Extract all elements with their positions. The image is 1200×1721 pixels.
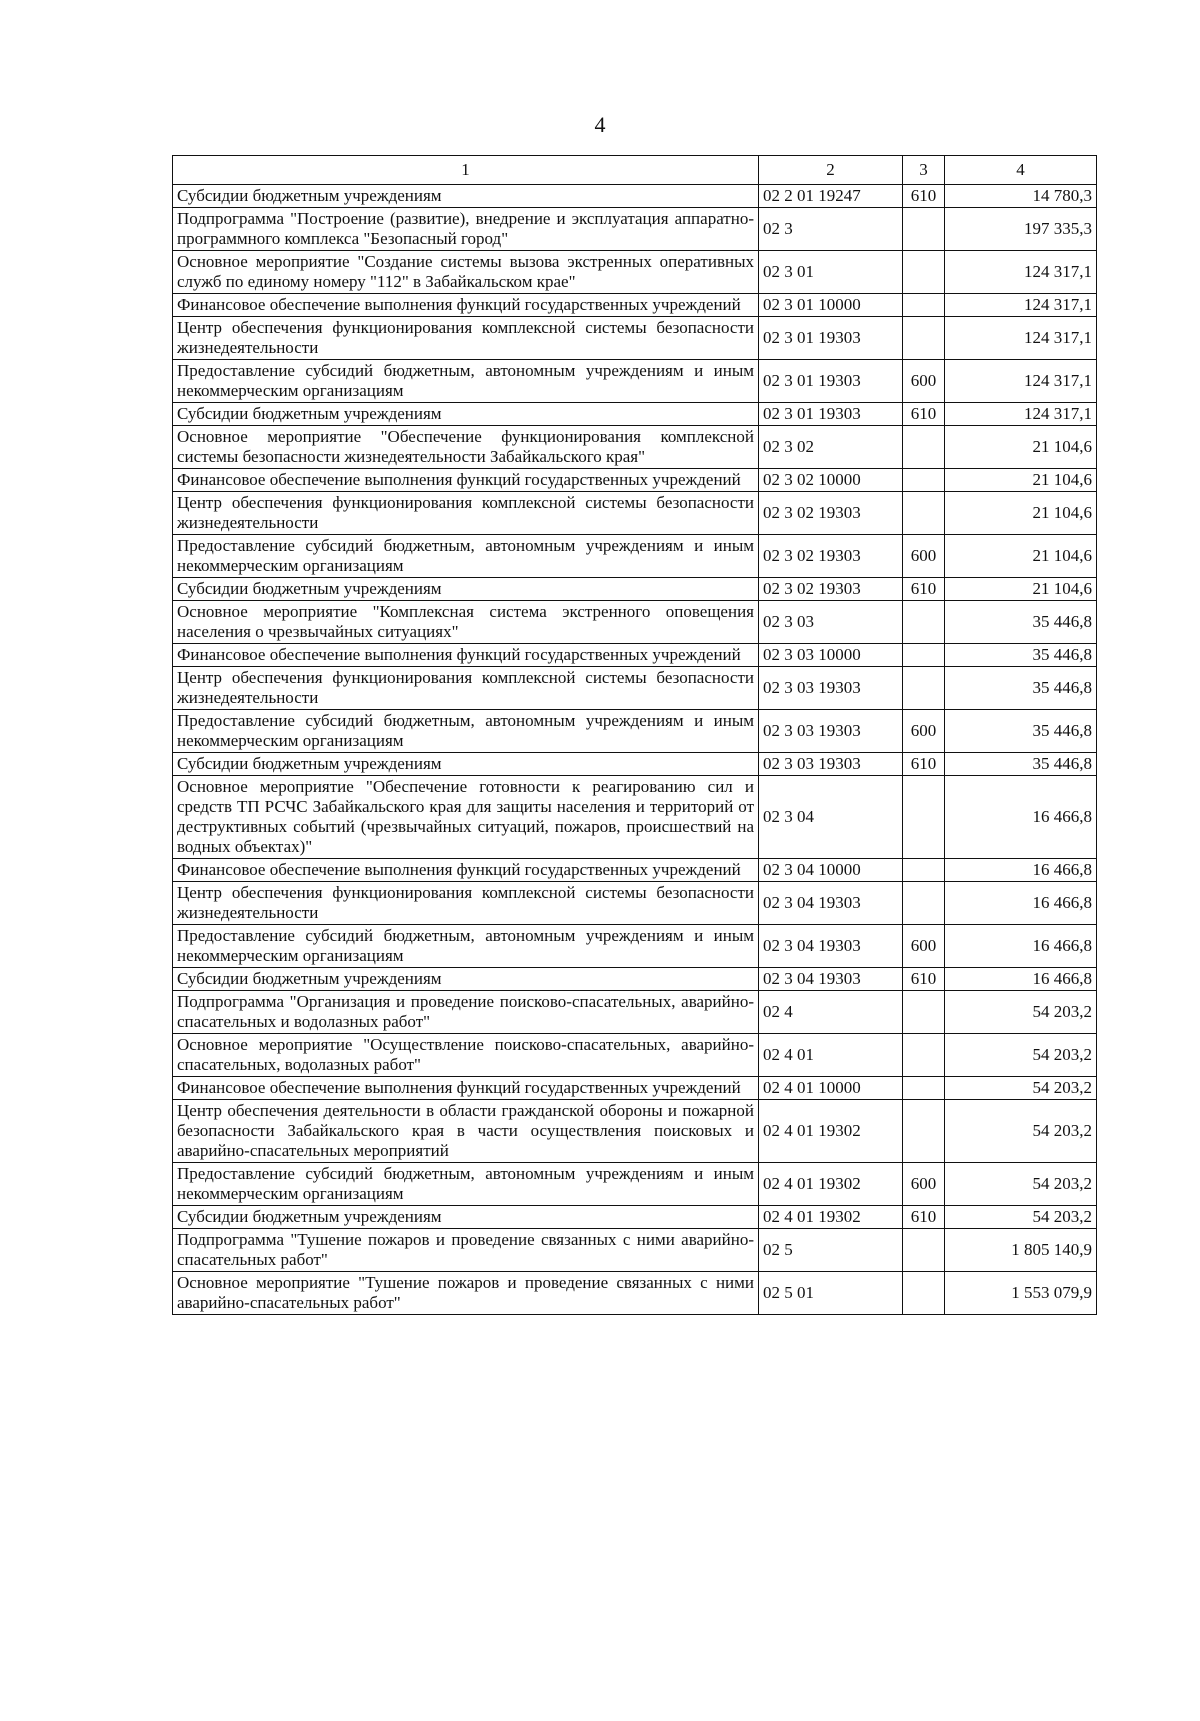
row-name-cell: Финансовое обеспечение выполнения функций государственных учреждений — [173, 1077, 759, 1100]
row-expense-type-cell: 610 — [903, 403, 945, 426]
row-expense-type-cell — [903, 776, 945, 859]
row-code-cell: 02 3 03 19303 — [759, 667, 903, 710]
row-expense-type-cell — [903, 1077, 945, 1100]
row-amount-cell: 54 203,2 — [945, 1100, 1097, 1163]
table-header-row — [173, 156, 1097, 185]
row-name-cell: Подпрограмма "Организация и проведение поисково-спасательных, аварийно-спасательных и водолазных работ" — [173, 991, 759, 1034]
row-code-cell: 02 3 01 19303 — [759, 317, 903, 360]
row-name-cell: Предоставление субсидий бюджетным, автономным учреждениям и иным некоммерческим организациям — [173, 535, 759, 578]
row-code-cell: 02 3 01 19303 — [759, 360, 903, 403]
row-name-cell: Основное мероприятие "Обеспечение готовности к реагированию сил и средств ТП РСЧС Забайкальского края для защиты населения и территорий от деструктивных событий (чрезвычайных ситуаций, пожаров, происшествий на водных объектах)" — [173, 776, 759, 859]
table-row — [173, 1034, 1097, 1077]
row-code-cell: 02 3 03 — [759, 601, 903, 644]
row-amount-cell: 21 104,6 — [945, 535, 1097, 578]
row-code-cell: 02 4 01 — [759, 1034, 903, 1077]
column-header-amount: 4 — [945, 156, 1097, 185]
table-row — [173, 644, 1097, 667]
table-row — [173, 403, 1097, 426]
row-expense-type-cell: 610 — [903, 185, 945, 208]
row-amount-cell: 35 446,8 — [945, 710, 1097, 753]
table-row — [173, 859, 1097, 882]
row-code-cell: 02 3 03 19303 — [759, 710, 903, 753]
row-code-cell: 02 3 01 10000 — [759, 294, 903, 317]
row-name-cell: Основное мероприятие "Обеспечение функционирования комплексной системы безопасности жизнедеятельности Забайкальского края" — [173, 426, 759, 469]
table-row — [173, 360, 1097, 403]
table-row — [173, 185, 1097, 208]
row-expense-type-cell — [903, 1034, 945, 1077]
row-name-cell: Предоставление субсидий бюджетным, автономным учреждениям и иным некоммерческим организациям — [173, 710, 759, 753]
row-name-cell: Основное мероприятие "Тушение пожаров и проведение связанных с ними аварийно-спасательных работ" — [173, 1272, 759, 1315]
row-amount-cell: 1 805 140,9 — [945, 1229, 1097, 1272]
row-amount-cell: 21 104,6 — [945, 578, 1097, 601]
row-amount-cell: 35 446,8 — [945, 601, 1097, 644]
row-name-cell: Предоставление субсидий бюджетным, автономным учреждениям и иным некоммерческим организациям — [173, 1163, 759, 1206]
row-expense-type-cell — [903, 644, 945, 667]
page-number: 4 — [594, 112, 606, 137]
table-row — [173, 710, 1097, 753]
row-amount-cell: 197 335,3 — [945, 208, 1097, 251]
table-row — [173, 991, 1097, 1034]
row-amount-cell: 35 446,8 — [945, 644, 1097, 667]
row-name-cell: Финансовое обеспечение выполнения функций государственных учреждений — [173, 469, 759, 492]
table-row — [173, 882, 1097, 925]
row-name-cell: Финансовое обеспечение выполнения функций государственных учреждений — [173, 644, 759, 667]
row-code-cell: 02 4 01 19302 — [759, 1100, 903, 1163]
row-amount-cell: 1 553 079,9 — [945, 1272, 1097, 1315]
table-row — [173, 578, 1097, 601]
row-amount-cell: 21 104,6 — [945, 426, 1097, 469]
row-name-cell: Субсидии бюджетным учреждениям — [173, 185, 759, 208]
table-row — [173, 776, 1097, 859]
row-expense-type-cell: 600 — [903, 1163, 945, 1206]
row-amount-cell: 124 317,1 — [945, 294, 1097, 317]
row-amount-cell: 16 466,8 — [945, 968, 1097, 991]
row-name-cell: Центр обеспечения деятельности в области гражданской обороны и пожарной безопасности Забайкальского края в части осуществления поисковых и аварийно-спасательных мероприятий — [173, 1100, 759, 1163]
column-header-kind: 3 — [903, 156, 945, 185]
row-expense-type-cell: 610 — [903, 1206, 945, 1229]
row-name-cell: Субсидии бюджетным учреждениям — [173, 403, 759, 426]
row-amount-cell: 124 317,1 — [945, 403, 1097, 426]
row-amount-cell: 54 203,2 — [945, 991, 1097, 1034]
table-row — [173, 208, 1097, 251]
row-expense-type-cell: 600 — [903, 710, 945, 753]
row-code-cell: 02 3 04 10000 — [759, 859, 903, 882]
row-expense-type-cell — [903, 294, 945, 317]
row-expense-type-cell — [903, 317, 945, 360]
row-name-cell: Центр обеспечения функционирования комплексной системы безопасности жизнедеятельности — [173, 492, 759, 535]
row-code-cell: 02 3 02 19303 — [759, 578, 903, 601]
table-row — [173, 1229, 1097, 1272]
table-row — [173, 426, 1097, 469]
row-name-cell: Центр обеспечения функционирования комплексной системы безопасности жизнедеятельности — [173, 317, 759, 360]
row-amount-cell: 16 466,8 — [945, 776, 1097, 859]
table-row — [173, 535, 1097, 578]
row-expense-type-cell — [903, 667, 945, 710]
row-amount-cell: 35 446,8 — [945, 753, 1097, 776]
column-header-code: 2 — [759, 156, 903, 185]
row-amount-cell: 54 203,2 — [945, 1077, 1097, 1100]
table-row — [173, 317, 1097, 360]
row-amount-cell: 16 466,8 — [945, 882, 1097, 925]
row-expense-type-cell: 610 — [903, 578, 945, 601]
row-name-cell: Субсидии бюджетным учреждениям — [173, 578, 759, 601]
row-code-cell: 02 2 01 19247 — [759, 185, 903, 208]
row-name-cell: Основное мероприятие "Комплексная система экстренного оповещения населения о чрезвычайных ситуациях" — [173, 601, 759, 644]
table-row — [173, 753, 1097, 776]
table-row — [173, 601, 1097, 644]
row-name-cell: Предоставление субсидий бюджетным, автономным учреждениям и иным некоммерческим организациям — [173, 925, 759, 968]
table-row — [173, 667, 1097, 710]
row-expense-type-cell: 600 — [903, 925, 945, 968]
row-amount-cell: 16 466,8 — [945, 859, 1097, 882]
row-expense-type-cell — [903, 1100, 945, 1163]
table-row — [173, 1100, 1097, 1163]
row-code-cell: 02 3 03 19303 — [759, 753, 903, 776]
row-code-cell: 02 3 — [759, 208, 903, 251]
row-name-cell: Подпрограмма "Тушение пожаров и проведение связанных с ними аварийно-спасательных работ" — [173, 1229, 759, 1272]
row-name-cell: Финансовое обеспечение выполнения функций государственных учреждений — [173, 294, 759, 317]
row-code-cell: 02 3 04 19303 — [759, 882, 903, 925]
row-code-cell: 02 4 — [759, 991, 903, 1034]
row-amount-cell: 124 317,1 — [945, 317, 1097, 360]
row-code-cell: 02 5 — [759, 1229, 903, 1272]
column-header-name: 1 — [173, 156, 759, 185]
row-expense-type-cell — [903, 426, 945, 469]
row-code-cell: 02 5 01 — [759, 1272, 903, 1315]
row-amount-cell: 54 203,2 — [945, 1034, 1097, 1077]
row-code-cell: 02 4 01 10000 — [759, 1077, 903, 1100]
row-expense-type-cell — [903, 492, 945, 535]
row-amount-cell: 21 104,6 — [945, 469, 1097, 492]
row-name-cell: Основное мероприятие "Создание системы вызова экстренных оперативных служб по единому номеру "112" в Забайкальском крае" — [173, 251, 759, 294]
row-name-cell: Предоставление субсидий бюджетным, автономным учреждениям и иным некоммерческим организациям — [173, 360, 759, 403]
row-expense-type-cell: 600 — [903, 360, 945, 403]
table-row — [173, 469, 1097, 492]
row-code-cell: 02 3 02 — [759, 426, 903, 469]
row-code-cell: 02 3 02 10000 — [759, 469, 903, 492]
table-row — [173, 294, 1097, 317]
row-expense-type-cell — [903, 601, 945, 644]
row-name-cell: Подпрограмма "Построение (развитие), внедрение и эксплуатация аппаратно-программного комплекса "Безопасный город" — [173, 208, 759, 251]
row-amount-cell: 21 104,6 — [945, 492, 1097, 535]
row-expense-type-cell: 600 — [903, 535, 945, 578]
table-row — [173, 1163, 1097, 1206]
row-expense-type-cell — [903, 991, 945, 1034]
row-code-cell: 02 3 04 — [759, 776, 903, 859]
row-code-cell: 02 3 04 19303 — [759, 968, 903, 991]
table-row — [173, 925, 1097, 968]
table-row — [173, 968, 1097, 991]
row-amount-cell: 54 203,2 — [945, 1163, 1097, 1206]
row-amount-cell: 54 203,2 — [945, 1206, 1097, 1229]
row-code-cell: 02 3 03 10000 — [759, 644, 903, 667]
row-expense-type-cell — [903, 208, 945, 251]
row-expense-type-cell: 610 — [903, 968, 945, 991]
row-code-cell: 02 3 01 — [759, 251, 903, 294]
row-name-cell: Субсидии бюджетным учреждениям — [173, 753, 759, 776]
row-code-cell: 02 3 04 19303 — [759, 925, 903, 968]
row-expense-type-cell — [903, 469, 945, 492]
row-name-cell: Центр обеспечения функционирования комплексной системы безопасности жизнедеятельности — [173, 882, 759, 925]
row-name-cell: Субсидии бюджетным учреждениям — [173, 968, 759, 991]
row-name-cell: Субсидии бюджетным учреждениям — [173, 1206, 759, 1229]
row-expense-type-cell — [903, 1229, 945, 1272]
table-row — [173, 1206, 1097, 1229]
table-row — [173, 1272, 1097, 1315]
row-code-cell: 02 3 02 19303 — [759, 492, 903, 535]
row-code-cell: 02 3 02 19303 — [759, 535, 903, 578]
row-name-cell: Центр обеспечения функционирования комплексной системы безопасности жизнедеятельности — [173, 667, 759, 710]
table-row — [173, 251, 1097, 294]
row-amount-cell: 124 317,1 — [945, 360, 1097, 403]
row-amount-cell: 35 446,8 — [945, 667, 1097, 710]
table-body — [173, 185, 1097, 1315]
row-code-cell: 02 4 01 19302 — [759, 1206, 903, 1229]
budget-table — [172, 155, 1097, 1315]
row-expense-type-cell — [903, 251, 945, 294]
table-row — [173, 492, 1097, 535]
row-amount-cell: 14 780,3 — [945, 185, 1097, 208]
row-code-cell: 02 4 01 19302 — [759, 1163, 903, 1206]
row-amount-cell: 16 466,8 — [945, 925, 1097, 968]
row-expense-type-cell — [903, 882, 945, 925]
table-row — [173, 1077, 1097, 1100]
row-code-cell: 02 3 01 19303 — [759, 403, 903, 426]
row-expense-type-cell — [903, 859, 945, 882]
row-amount-cell: 124 317,1 — [945, 251, 1097, 294]
row-name-cell: Финансовое обеспечение выполнения функций государственных учреждений — [173, 859, 759, 882]
row-expense-type-cell — [903, 1272, 945, 1315]
row-name-cell: Основное мероприятие "Осуществление поисково-спасательных, аварийно-спасательных, водолазных работ" — [173, 1034, 759, 1077]
row-expense-type-cell: 610 — [903, 753, 945, 776]
